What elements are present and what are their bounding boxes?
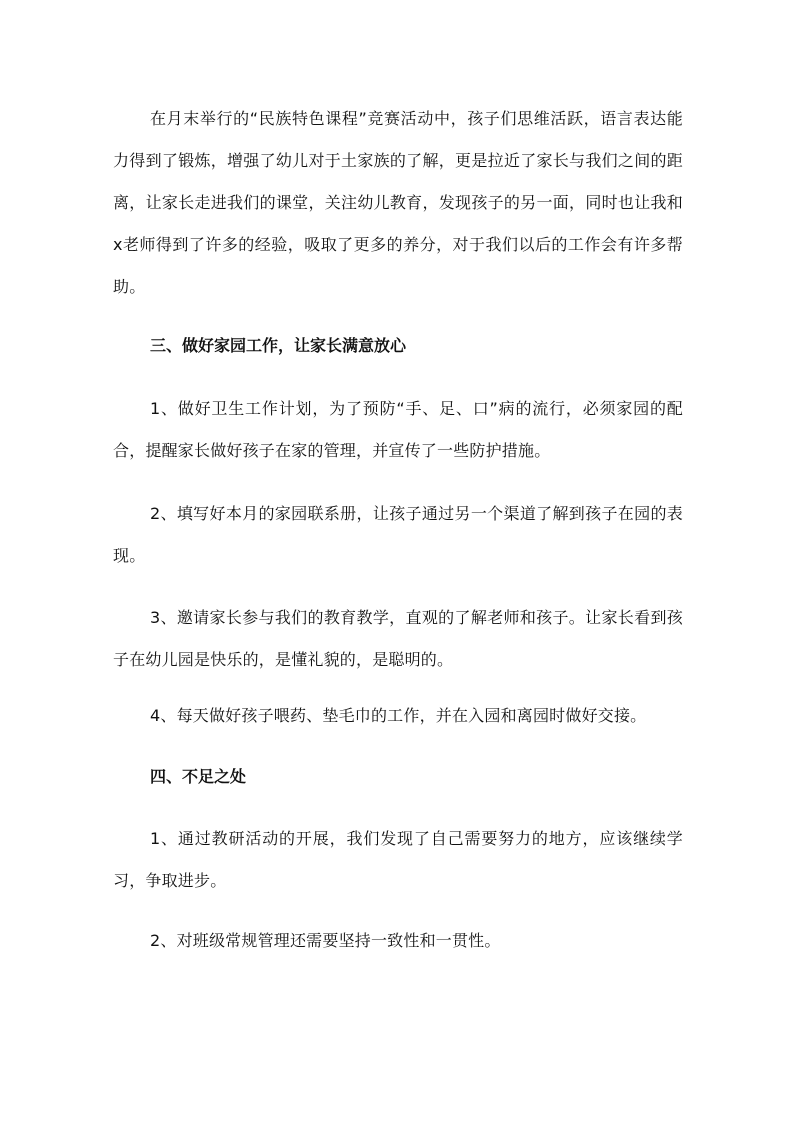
section-heading-home-school: 三、做好家园工作，让家长满意放心 xyxy=(150,336,407,355)
paragraph-parent-participation: 3、邀请家长参与我们的教育教学，直观的了解老师和孩子。让家长看到孩子在幼儿园是快乐的，是懂礼貌的，是聪明的。 xyxy=(113,608,683,669)
paragraph-daily-care: 4、每天做好孩子喂药、垫毛巾的工作，并在入园和离园时做好交接。 xyxy=(150,706,647,725)
paragraph-class-management: 2、对班级常规管理还需要坚持一致性和一贯性。 xyxy=(150,931,501,950)
paragraph-teaching-research: 1、通过教研活动的开展，我们发现了自己需要努力的地方，应该继续学习，争取进步。 xyxy=(113,829,683,890)
section-heading-shortcomings: 四、不足之处 xyxy=(150,767,247,786)
paragraph-hygiene-plan: 1、做好卫生工作计划，为了预防“手、足、口”病的流行，必须家园的配合，提醒家长做好孩子在家的管理，并宣传了一些防护措施。 xyxy=(113,399,683,460)
paragraph-contact-book: 2、填写好本月的家园联系册，让孩子通过另一个渠道了解到孩子在园的表现。 xyxy=(113,504,683,565)
paragraph-competition-activity: 在月末举行的“民族特色课程”竞赛活动中，孩子们思维活跃，语言表达能力得到了锻炼，增强了幼儿对于土家族的了解，更是拉近了家长与我们之间的距离，让家长走进我们的课堂，关注幼儿教育，发现孩子的另一面，同时也让我和x老师得到了许多的经验，吸取了更多的养分，对于我们以后的工作会有许多帮助。 xyxy=(113,109,683,296)
